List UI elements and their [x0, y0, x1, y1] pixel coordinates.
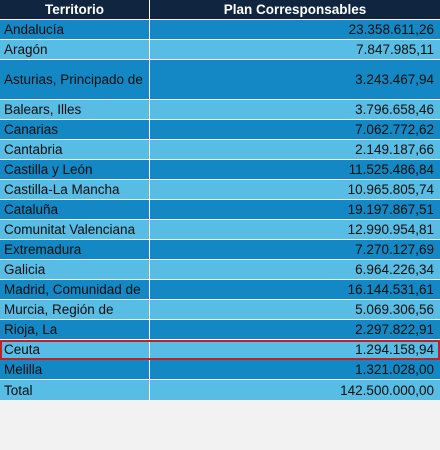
- table-row[interactable]: [0, 180, 440, 200]
- territory-cell: Comunitat Valenciana: [0, 220, 150, 239]
- amount-cell: 16.144.531,61: [347, 282, 434, 297]
- table-row[interactable]: [0, 200, 440, 220]
- territory-cell: Galicia: [0, 260, 150, 279]
- amount-cell: 12.990.954,81: [347, 222, 434, 237]
- table-row[interactable]: [0, 40, 440, 60]
- column-header-territorio[interactable]: Territorio: [0, 0, 150, 19]
- table-row[interactable]: [0, 160, 440, 180]
- amount-cell: 1.321.028,00: [355, 362, 434, 377]
- territory-cell: Castilla y León: [0, 160, 150, 179]
- territory-cell: Aragón: [0, 40, 150, 59]
- amount-cell: 1.294.158,94: [355, 342, 434, 357]
- table-row-highlighted[interactable]: [0, 340, 440, 360]
- amount-cell: 2.297.822,91: [355, 322, 434, 337]
- table-row[interactable]: [0, 140, 440, 160]
- table-row[interactable]: [0, 320, 440, 340]
- territory-cell: Cataluña: [0, 200, 150, 219]
- table-row[interactable]: [0, 240, 440, 260]
- total-amount-cell: 142.500.000,00: [340, 382, 434, 398]
- table-row[interactable]: [0, 120, 440, 140]
- table-row[interactable]: [0, 220, 440, 240]
- territory-cell: Melilla: [0, 360, 150, 379]
- territory-cell: Canarias: [0, 120, 150, 139]
- amount-cell: 3.796.658,46: [355, 102, 434, 117]
- territory-cell: Ceuta: [0, 340, 150, 359]
- territory-cell: Extremadura: [0, 240, 150, 259]
- table-row[interactable]: [0, 60, 440, 100]
- amount-cell: 7.847.985,11: [356, 42, 434, 57]
- territory-cell: Murcia, Región de: [0, 300, 150, 319]
- amount-cell: 6.964.226,34: [355, 262, 434, 277]
- amount-cell: 11.525.486,84: [348, 162, 434, 177]
- table-row-total[interactable]: [0, 380, 440, 400]
- amount-cell: 3.243.467,94: [355, 72, 434, 87]
- territory-cell: Asturias, Principado de: [0, 60, 150, 99]
- table-row[interactable]: [0, 100, 440, 120]
- amount-cell: 7.270.127,69: [355, 242, 434, 257]
- amount-cell: 10.965.805,74: [347, 182, 434, 197]
- amount-cell: 7.062.772,62: [355, 122, 434, 137]
- territory-cell: Castilla-La Mancha: [0, 180, 150, 199]
- territory-cell: Madrid, Comunidad de: [0, 280, 150, 299]
- table-row[interactable]: [0, 280, 440, 300]
- amount-cell: 19.197.867,51: [347, 202, 434, 217]
- table-row[interactable]: [0, 360, 440, 380]
- territory-cell: Cantabria: [0, 140, 150, 159]
- territory-cell: Rioja, La: [0, 320, 150, 339]
- amount-cell: 2.149.187,66: [355, 142, 434, 157]
- table-row[interactable]: [0, 260, 440, 280]
- table-row[interactable]: [0, 20, 440, 40]
- column-header-plan-corresponsables[interactable]: Plan Corresponsables: [223, 2, 367, 17]
- territory-cell: Andalucía: [0, 20, 150, 39]
- amount-cell: 5.069.306,56: [355, 302, 434, 317]
- total-label-cell: Total: [0, 380, 150, 400]
- table-header-row: [0, 0, 440, 20]
- territory-cell: Balears, Illes: [0, 100, 150, 119]
- table-row[interactable]: [0, 300, 440, 320]
- amount-cell: 23.358.611,26: [348, 22, 434, 37]
